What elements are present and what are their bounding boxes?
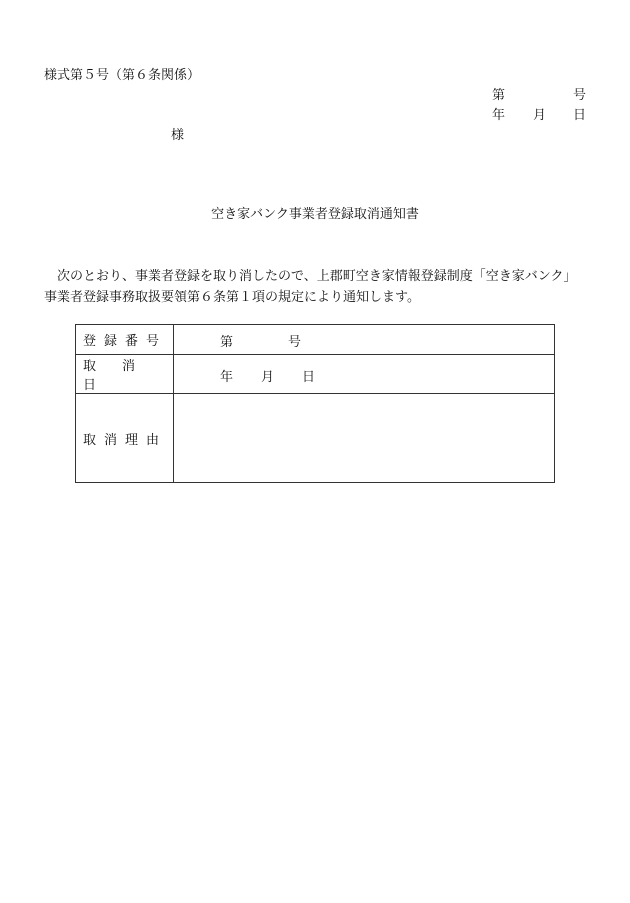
registration-number-prefix: 第 — [220, 335, 234, 350]
date-year-label: 年 — [492, 108, 506, 123]
cancel-date-label-cell — [76, 355, 174, 394]
table-row-cancel-date — [76, 355, 555, 394]
registration-number-label-cell — [76, 325, 174, 355]
document-title: 空き家バンク事業者登録取消通知書 — [211, 207, 419, 222]
cancel-date-day-label: 日 — [302, 369, 316, 385]
form-number: 様式第５号（第６条関係） — [44, 68, 201, 83]
cancel-date-value-cell[interactable] — [174, 355, 555, 394]
document-number-suffix: 号 — [573, 88, 587, 103]
date-day-label: 日 — [573, 108, 587, 123]
cancel-reason-value-cell[interactable] — [174, 394, 555, 483]
table-row-cancel-reason — [76, 394, 555, 483]
cancel-reason-label: 取消理由 — [83, 432, 168, 448]
cancel-date-year-label: 年 — [220, 369, 234, 385]
addressee-honorific: 様 — [171, 128, 185, 143]
date-month-label: 月 — [533, 108, 547, 123]
document-number-prefix: 第 — [492, 88, 506, 103]
registration-number-value-cell[interactable] — [174, 325, 555, 355]
notification-table — [75, 324, 555, 483]
table-row-registration-number — [76, 325, 555, 355]
cancel-reason-label-cell — [76, 394, 174, 483]
cancel-date-month-label: 月 — [261, 369, 275, 385]
registration-number-label: 登録番号 — [83, 334, 168, 349]
cancel-date-label: 取消日 — [83, 359, 162, 393]
body-paragraph: 次のとおり、事業者登録を取り消したので、上郡町空き家情報登録制度「空き家バンク」事業者登録事務取扱要領第６条第１項の規定により通知します。 — [44, 269, 577, 305]
registration-number-suffix: 号 — [288, 335, 302, 350]
